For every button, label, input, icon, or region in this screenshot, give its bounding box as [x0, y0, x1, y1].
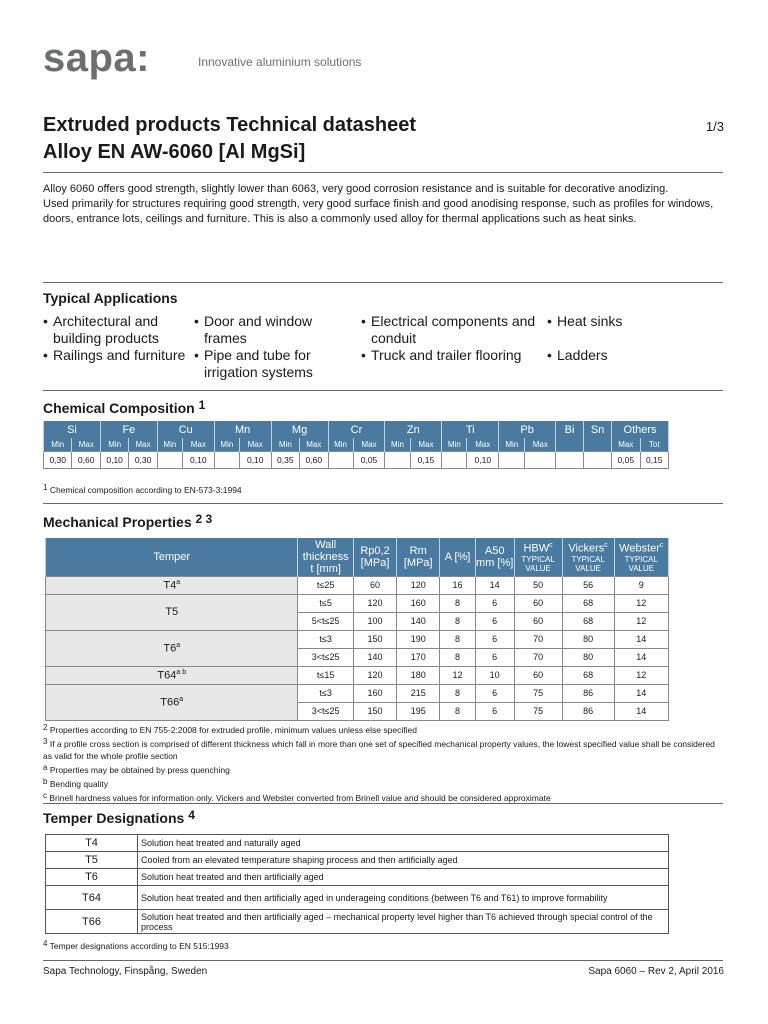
- table-cell: 10: [475, 666, 514, 684]
- divider: [43, 503, 723, 504]
- table-cell: 9: [614, 576, 668, 594]
- temper-cell: T66$^a$: [46, 684, 298, 720]
- table-cell: t≤25: [298, 576, 353, 594]
- table-cell: 68: [562, 612, 614, 630]
- table-cell: 70: [514, 630, 562, 648]
- table-cell: [157, 451, 182, 468]
- table-cell: t≤15: [298, 666, 353, 684]
- max-header: Max: [353, 438, 385, 451]
- element-header: Ti: [442, 421, 499, 438]
- footnote: $^3$ If a profile cross section is comprised of different thickness which fall in more than one set of specified mechanical property values, the lowest specified value shall be considered as valid for the whole profile section: [43, 737, 715, 761]
- min-header: Min: [271, 438, 299, 451]
- element-header: Sn: [584, 421, 612, 438]
- max-header: Max: [72, 438, 100, 451]
- table-cell: 86: [562, 702, 614, 720]
- table-cell: 0,30: [129, 451, 157, 468]
- header-a50: A50 mm [%]: [475, 538, 514, 576]
- element-header: Mn: [214, 421, 271, 438]
- max-header: Max: [182, 438, 214, 451]
- temper-description: Solution heat treated and then artificially aged: [138, 869, 669, 886]
- max-header: Max: [410, 438, 442, 451]
- chemical-footnote: $^1$ Chemical composition according to EN-573-3:1994: [43, 483, 242, 495]
- min-header: Min: [442, 438, 467, 451]
- header-temper: Temper: [46, 538, 298, 576]
- divider: [43, 172, 723, 173]
- min-header: Min: [100, 438, 128, 451]
- table-cell: 14: [614, 648, 668, 666]
- list-item: • Door and window frames: [194, 313, 313, 346]
- header-vickers: Vickers$^c$ TYPICAL VALUE: [562, 538, 614, 576]
- table-cell: 8: [440, 684, 476, 702]
- table-cell: 68: [562, 594, 614, 612]
- table-cell: 12: [614, 612, 668, 630]
- table-cell: [214, 451, 239, 468]
- intro-text: [43, 182, 723, 227]
- element-header: Pb: [499, 421, 556, 438]
- table-cell: 0,05: [353, 451, 385, 468]
- table-cell: [556, 451, 584, 468]
- table-cell: 0,35: [271, 451, 299, 468]
- table-cell: [499, 451, 525, 468]
- list-item: • Heat sinks: [547, 313, 623, 329]
- table-cell: 170: [397, 648, 440, 666]
- table-cell: 0,60: [300, 451, 328, 468]
- temper-description: Solution heat treated and naturally aged: [138, 835, 669, 852]
- table-cell: 0,10: [182, 451, 214, 468]
- table-cell: 8: [440, 630, 476, 648]
- table-cell: 0,15: [640, 451, 669, 468]
- max-header: Max: [239, 438, 271, 451]
- table-cell: 140: [353, 648, 396, 666]
- table-cell: 6: [475, 684, 514, 702]
- temper-code: T66: [46, 910, 138, 934]
- chemical-composition-table: [43, 421, 669, 469]
- temper-designations-table: [45, 834, 669, 934]
- applications-column-2: [194, 313, 354, 381]
- table-cell: 160: [397, 594, 440, 612]
- table-header-row: [44, 421, 669, 438]
- list-item: • Electrical components and conduit: [361, 313, 536, 346]
- element-header: Si: [44, 421, 101, 438]
- table-header-row: [46, 538, 669, 576]
- element-header: Fe: [100, 421, 157, 438]
- min-header: Min: [44, 438, 72, 451]
- table-cell: 3<t≤25: [298, 648, 353, 666]
- header-rm: Rm [MPa]: [397, 538, 440, 576]
- max-header: Max: [525, 438, 556, 451]
- table-cell: 140: [397, 612, 440, 630]
- min-header: Min: [385, 438, 410, 451]
- table-cell: 160: [353, 684, 396, 702]
- temper-code: T5: [46, 852, 138, 869]
- table-cell: 100: [353, 612, 396, 630]
- min-header: Min: [499, 438, 525, 451]
- table-cell: 60: [514, 594, 562, 612]
- table-row: [46, 835, 669, 852]
- list-item: • Pipe and tube for irrigation systems: [194, 347, 313, 380]
- page-number: 1/3: [705, 119, 724, 134]
- table-cell: [525, 451, 556, 468]
- table-cell: 0,30: [44, 451, 72, 468]
- table-row: [44, 451, 669, 468]
- table-cell: 80: [562, 630, 614, 648]
- table-cell: 12: [440, 666, 476, 684]
- table-cell: 120: [353, 594, 396, 612]
- table-cell: 8: [440, 648, 476, 666]
- divider: [43, 390, 723, 391]
- table-cell: 3<t≤25: [298, 702, 353, 720]
- applications-column-4: [547, 313, 667, 364]
- max-header: Max: [300, 438, 328, 451]
- table-cell: 180: [397, 666, 440, 684]
- table-header-row: [44, 438, 669, 451]
- temper-description: Solution heat treated and then artificially aged – mechanical property level higher than T6 achieved through special control of the process: [138, 910, 669, 934]
- table-cell: 6: [475, 630, 514, 648]
- table-cell: 60: [514, 666, 562, 684]
- temper-cell: T5: [46, 594, 298, 630]
- table-cell: 6: [475, 702, 514, 720]
- table-cell: 0,10: [467, 451, 499, 468]
- header-wall-thickness: Wall thickness t [mm]: [298, 538, 353, 576]
- table-row: [46, 869, 669, 886]
- table-row: [46, 630, 669, 648]
- table-row: [46, 594, 669, 612]
- table-cell: 12: [614, 666, 668, 684]
- min-header: Min: [214, 438, 239, 451]
- table-cell: 60: [353, 576, 396, 594]
- table-row: [46, 684, 669, 702]
- sapa-logo: sapa:: [43, 36, 150, 80]
- table-cell: 120: [397, 576, 440, 594]
- table-cell: 75: [514, 684, 562, 702]
- table-cell: 195: [397, 702, 440, 720]
- temper-footnote: $^4$ Temper designations according to EN 515:1993: [43, 939, 229, 951]
- mechanical-heading: Mechanical Properties $^{2 3}$: [43, 512, 213, 530]
- footnote: $^2$ Properties according to EN 755-2:2008 for extruded profile, minimum values unless else specified: [43, 723, 417, 735]
- table-cell: 86: [562, 684, 614, 702]
- footer-revision: Sapa 6060 – Rev 2, April 2016: [588, 966, 724, 977]
- table-cell: 8: [440, 612, 476, 630]
- table-cell: t≤5: [298, 594, 353, 612]
- min-max-header: [584, 438, 612, 451]
- table-cell: 5<t≤25: [298, 612, 353, 630]
- table-cell: 14: [614, 702, 668, 720]
- table-cell: 8: [440, 702, 476, 720]
- table-row: [46, 886, 669, 910]
- table-cell: [584, 451, 612, 468]
- divider: [43, 960, 723, 961]
- temper-code: T6: [46, 869, 138, 886]
- table-cell: 0,10: [239, 451, 271, 468]
- tot-header: Tot: [640, 438, 669, 451]
- table-cell: 14: [614, 630, 668, 648]
- element-header: Cr: [328, 421, 385, 438]
- chemical-heading: Chemical Composition $^1$: [43, 398, 206, 416]
- list-item: • Architectural and building products: [43, 313, 159, 346]
- element-header: Others: [612, 421, 669, 438]
- temper-cell: T6$^a$: [46, 630, 298, 666]
- temper-cell: T4$^a$: [46, 576, 298, 594]
- table-cell: 0,05: [612, 451, 640, 468]
- table-cell: 80: [562, 648, 614, 666]
- divider: [43, 803, 723, 804]
- header-hbw: HBW$^c$ TYPICAL VALUE: [514, 538, 562, 576]
- list-item: • Railings and furniture: [43, 347, 186, 363]
- list-item: • Ladders: [547, 347, 608, 363]
- table-cell: 50: [514, 576, 562, 594]
- table-cell: 6: [475, 612, 514, 630]
- min-header: Min: [328, 438, 353, 451]
- table-cell: t≤3: [298, 684, 353, 702]
- temper-description: Solution heat treated and then artificially aged in underageing conditions (between T6 and T61) to improve formability: [138, 886, 669, 910]
- table-cell: 12: [614, 594, 668, 612]
- table-row: [46, 910, 669, 934]
- table-cell: 6: [475, 648, 514, 666]
- temper-heading: Temper Designations $^4$: [43, 808, 195, 826]
- intro-paragraph-1: Alloy 6060 offers good strength, slightly lower than 6063, very good corrosion resistance and is suitable for decorative anodizing.: [43, 183, 669, 195]
- table-cell: 8: [440, 594, 476, 612]
- table-cell: 70: [514, 648, 562, 666]
- min-max-header: [556, 438, 584, 451]
- element-header: Bi: [556, 421, 584, 438]
- max-header: Max: [467, 438, 499, 451]
- element-header: Mg: [271, 421, 328, 438]
- applications-column-1: [43, 313, 193, 364]
- header-webster: Webster$^c$ TYPICAL VALUE: [614, 538, 668, 576]
- footnote: $^c$ Brinell hardness values for information only. Vickers and Webster converted from Brinell value and should be considered approximate: [43, 791, 551, 803]
- table-cell: 75: [514, 702, 562, 720]
- table-cell: [385, 451, 410, 468]
- table-cell: 16: [440, 576, 476, 594]
- temper-cell: $T64^{a b}$: [46, 666, 298, 684]
- max-header: Max: [129, 438, 157, 451]
- element-header: Zn: [385, 421, 442, 438]
- table-cell: [442, 451, 467, 468]
- temper-description: Cooled from an elevated temperature shaping process and then artificially aged: [138, 852, 669, 869]
- element-header: Cu: [157, 421, 214, 438]
- alloy-title: Alloy EN AW-6060 [Al MgSi]: [43, 141, 306, 163]
- max-header: Max: [612, 438, 640, 451]
- table-row: [46, 852, 669, 869]
- table-cell: [328, 451, 353, 468]
- table-row: [46, 666, 669, 684]
- table-cell: 60: [514, 612, 562, 630]
- mechanical-footnotes: [43, 722, 723, 804]
- table-cell: 14: [614, 684, 668, 702]
- table-cell: 0,60: [72, 451, 100, 468]
- applications-column-3: [361, 313, 541, 364]
- table-cell: 6: [475, 594, 514, 612]
- table-cell: 120: [353, 666, 396, 684]
- footnote: $^b$ Bending quality: [43, 777, 108, 789]
- table-cell: 190: [397, 630, 440, 648]
- temper-code: T64: [46, 886, 138, 910]
- footnote: $^a$ Properties may be obtained by press quenching: [43, 763, 230, 775]
- header-rp02: Rp0,2 [MPa]: [353, 538, 396, 576]
- table-cell: t≤3: [298, 630, 353, 648]
- applications-heading: Typical Applications: [43, 290, 178, 306]
- tagline: Innovative aluminium solutions: [198, 55, 362, 69]
- list-item: • Truck and trailer flooring: [361, 347, 522, 363]
- table-cell: 56: [562, 576, 614, 594]
- page-title: Extruded products Technical datasheet: [43, 114, 417, 136]
- header-a: A [%]: [440, 538, 476, 576]
- table-cell: 68: [562, 666, 614, 684]
- footer-company: Sapa Technology, Finspång, Sweden: [43, 966, 208, 977]
- divider: [43, 282, 723, 283]
- table-cell: 14: [475, 576, 514, 594]
- table-cell: 215: [397, 684, 440, 702]
- mechanical-properties-table: [45, 538, 669, 721]
- table-cell: 0,10: [100, 451, 128, 468]
- table-cell: 0,15: [410, 451, 442, 468]
- table-cell: 150: [353, 630, 396, 648]
- table-row: [46, 576, 669, 594]
- temper-code: T4: [46, 835, 138, 852]
- table-cell: 150: [353, 702, 396, 720]
- min-header: Min: [157, 438, 182, 451]
- intro-paragraph-2: Used primarily for structures requiring good strength, very good surface finish and good anodising response, such as profiles for windows, doors, entrance lots, ceilings and furniture. This is also a commonly used alloy for thermal applications such as heat sinks.: [43, 198, 714, 225]
